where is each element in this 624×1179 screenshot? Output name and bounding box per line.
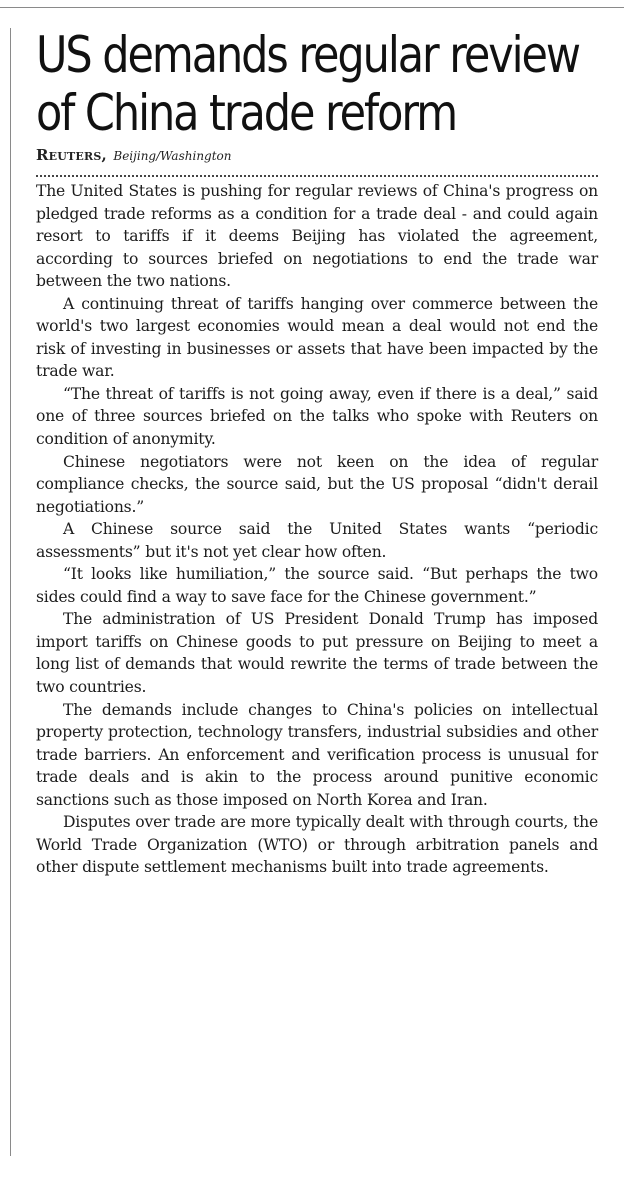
- paragraph: The administration of US President Donald Trump has imposed import tariffs on Chinese goods to put pressure on Beijing to meet a long list of demands that would rewrite the terms of trade between the two countries.: [36, 610, 598, 697]
- paragraph: The demands include changes to China's policies on intellectual property protection, technology transfers, industrial subsidies and other trade barriers. An enforcement and verification process is unusual for trade deals and is akin to the process around punitive economic sanctions such as those imposed on North Korea and Iran.: [36, 700, 598, 809]
- byline: [36, 146, 598, 165]
- top-rule: [0, 7, 624, 8]
- column-rule: [10, 28, 11, 1156]
- byline-agency: Reuters,: [36, 146, 107, 164]
- paragraph: “It looks like humiliation,” the source said. “But perhaps the two sides could find a way to save face for the Chinese government.”: [36, 565, 598, 606]
- byline-location: Beijing/Washington: [113, 149, 232, 163]
- paragraph: The United States is pushing for regular reviews of China's progress on pledged trade reforms as a condition for a trade deal - and could again resort to tariffs if it deems Beijing has violated the agreement, according to sources briefed on negotiations to end the trade war between the two nations.: [36, 182, 598, 291]
- news-article: [36, 26, 598, 879]
- dotted-divider: [36, 175, 598, 177]
- paragraph: Chinese negotiators were not keen on the idea of regular compliance checks, the source said, but the US proposal “didn't derail negotiations.”: [36, 452, 598, 516]
- paragraph: Disputes over trade are more typically dealt with through courts, the World Trade Organization (WTO) or through arbitration panels and other dispute settlement mechanisms built into trade agreements.: [36, 813, 598, 877]
- article-body: [36, 180, 598, 879]
- headline-line-1: US demands regular review: [36, 26, 580, 84]
- paragraph: “The threat of tariffs is not going away, even if there is a deal,” said one of three sources briefed on the talks who spoke with Reuters on condition of anonymity.: [36, 384, 598, 449]
- headline: [36, 26, 580, 142]
- paragraph: A continuing threat of tariffs hanging over commerce between the world's two largest economies would mean a deal would not end the risk of investing in businesses or assets that have been impacted by the trade war.: [36, 294, 598, 381]
- headline-line-2: of China trade reform: [36, 84, 457, 142]
- paragraph: A Chinese source said the United States wants “periodic assessments” but it's not yet clear how often.: [36, 520, 598, 561]
